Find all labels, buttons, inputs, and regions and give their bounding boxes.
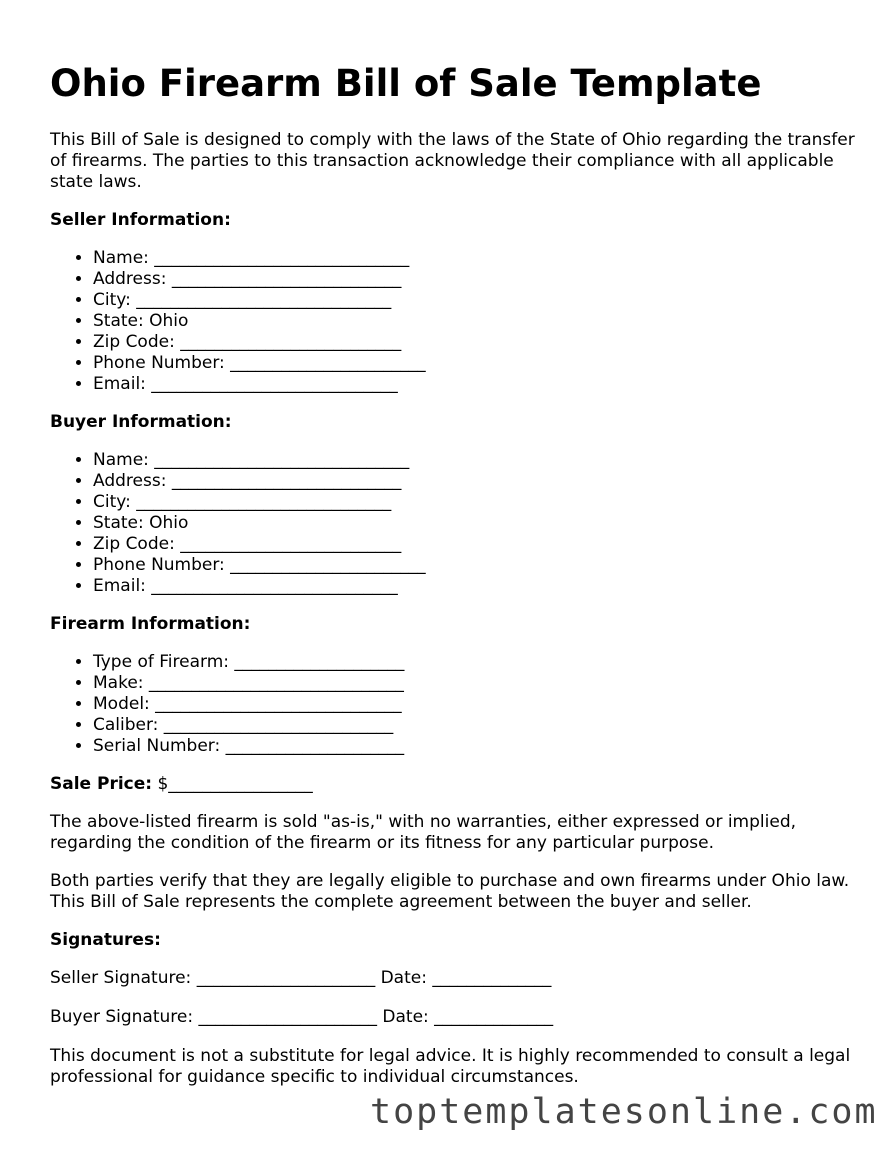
as-is-paragraph: The above-listed firearm is sold "as-is," with no warranties, either expressed or implied, regarding the condition of the firearm or its fitness for any particular purpose.	[50, 812, 797, 853]
seller-list	[50, 248, 860, 395]
firearm-serial-field: • Serial Number: _____________________	[93, 736, 860, 757]
seller-address-field: • Address: ___________________________	[93, 269, 860, 290]
buyer-city-field: • City: ______________________________	[93, 492, 860, 513]
buyer-heading: Buyer Information:	[50, 412, 232, 432]
firearm-list	[50, 652, 860, 757]
signatures-heading: Signatures:	[50, 930, 161, 950]
buyer-zip-field: • Zip Code: __________________________	[93, 534, 860, 555]
seller-phone-field: • Phone Number: _______________________	[93, 353, 860, 374]
seller-zip-field: • Zip Code: __________________________	[93, 332, 860, 353]
buyer-address-field: • Address: ___________________________	[93, 471, 860, 492]
buyer-phone-field: • Phone Number: _______________________	[93, 555, 860, 576]
disclaimer-paragraph: This document is not a substitute for legal advice. It is highly recommended to consult a legal professional for guidance specific to individual circumstances.	[50, 1046, 851, 1087]
watermark: toptemplatesonline.com	[370, 1092, 878, 1132]
sale-price-label: Sale Price:	[50, 774, 153, 794]
seller-state-field: • State: Ohio	[93, 311, 860, 332]
document-page	[50, 60, 860, 1105]
page-title: Ohio Firearm Bill of Sale Template	[50, 62, 762, 105]
seller-email-field: • Email: _____________________________	[93, 374, 860, 395]
seller-signature-line: Seller Signature: _____________________ Date: ______________	[50, 968, 552, 988]
eligibility-paragraph: Both parties verify that they are legally eligible to purchase and own firearms under Ohio law. This Bill of Sale represents the complete agreement between the buyer and seller.	[50, 871, 850, 912]
seller-name-field: • Name: ______________________________	[93, 248, 860, 269]
buyer-signature-line: Buyer Signature: _____________________ Date: ______________	[50, 1007, 554, 1027]
firearm-caliber-field: • Caliber: ___________________________	[93, 715, 860, 736]
buyer-list	[50, 450, 860, 597]
firearm-type-field: • Type of Firearm: ____________________	[93, 652, 860, 673]
sale-price-value: $_________________	[157, 774, 313, 794]
buyer-name-field: • Name: ______________________________	[93, 450, 860, 471]
seller-heading: Seller Information:	[50, 210, 231, 230]
intro-paragraph: This Bill of Sale is designed to comply with the laws of the State of Ohio regarding the transfer of firearms. The parties to this transaction acknowledge their compliance with all applicable state laws.	[50, 130, 855, 192]
seller-city-field: • City: ______________________________	[93, 290, 860, 311]
buyer-state-field: • State: Ohio	[93, 513, 860, 534]
buyer-email-field: • Email: _____________________________	[93, 576, 860, 597]
sale-price-line	[50, 774, 860, 795]
firearm-model-field: • Model: _____________________________	[93, 694, 860, 715]
firearm-heading: Firearm Information:	[50, 614, 251, 634]
firearm-make-field: • Make: ______________________________	[93, 673, 860, 694]
